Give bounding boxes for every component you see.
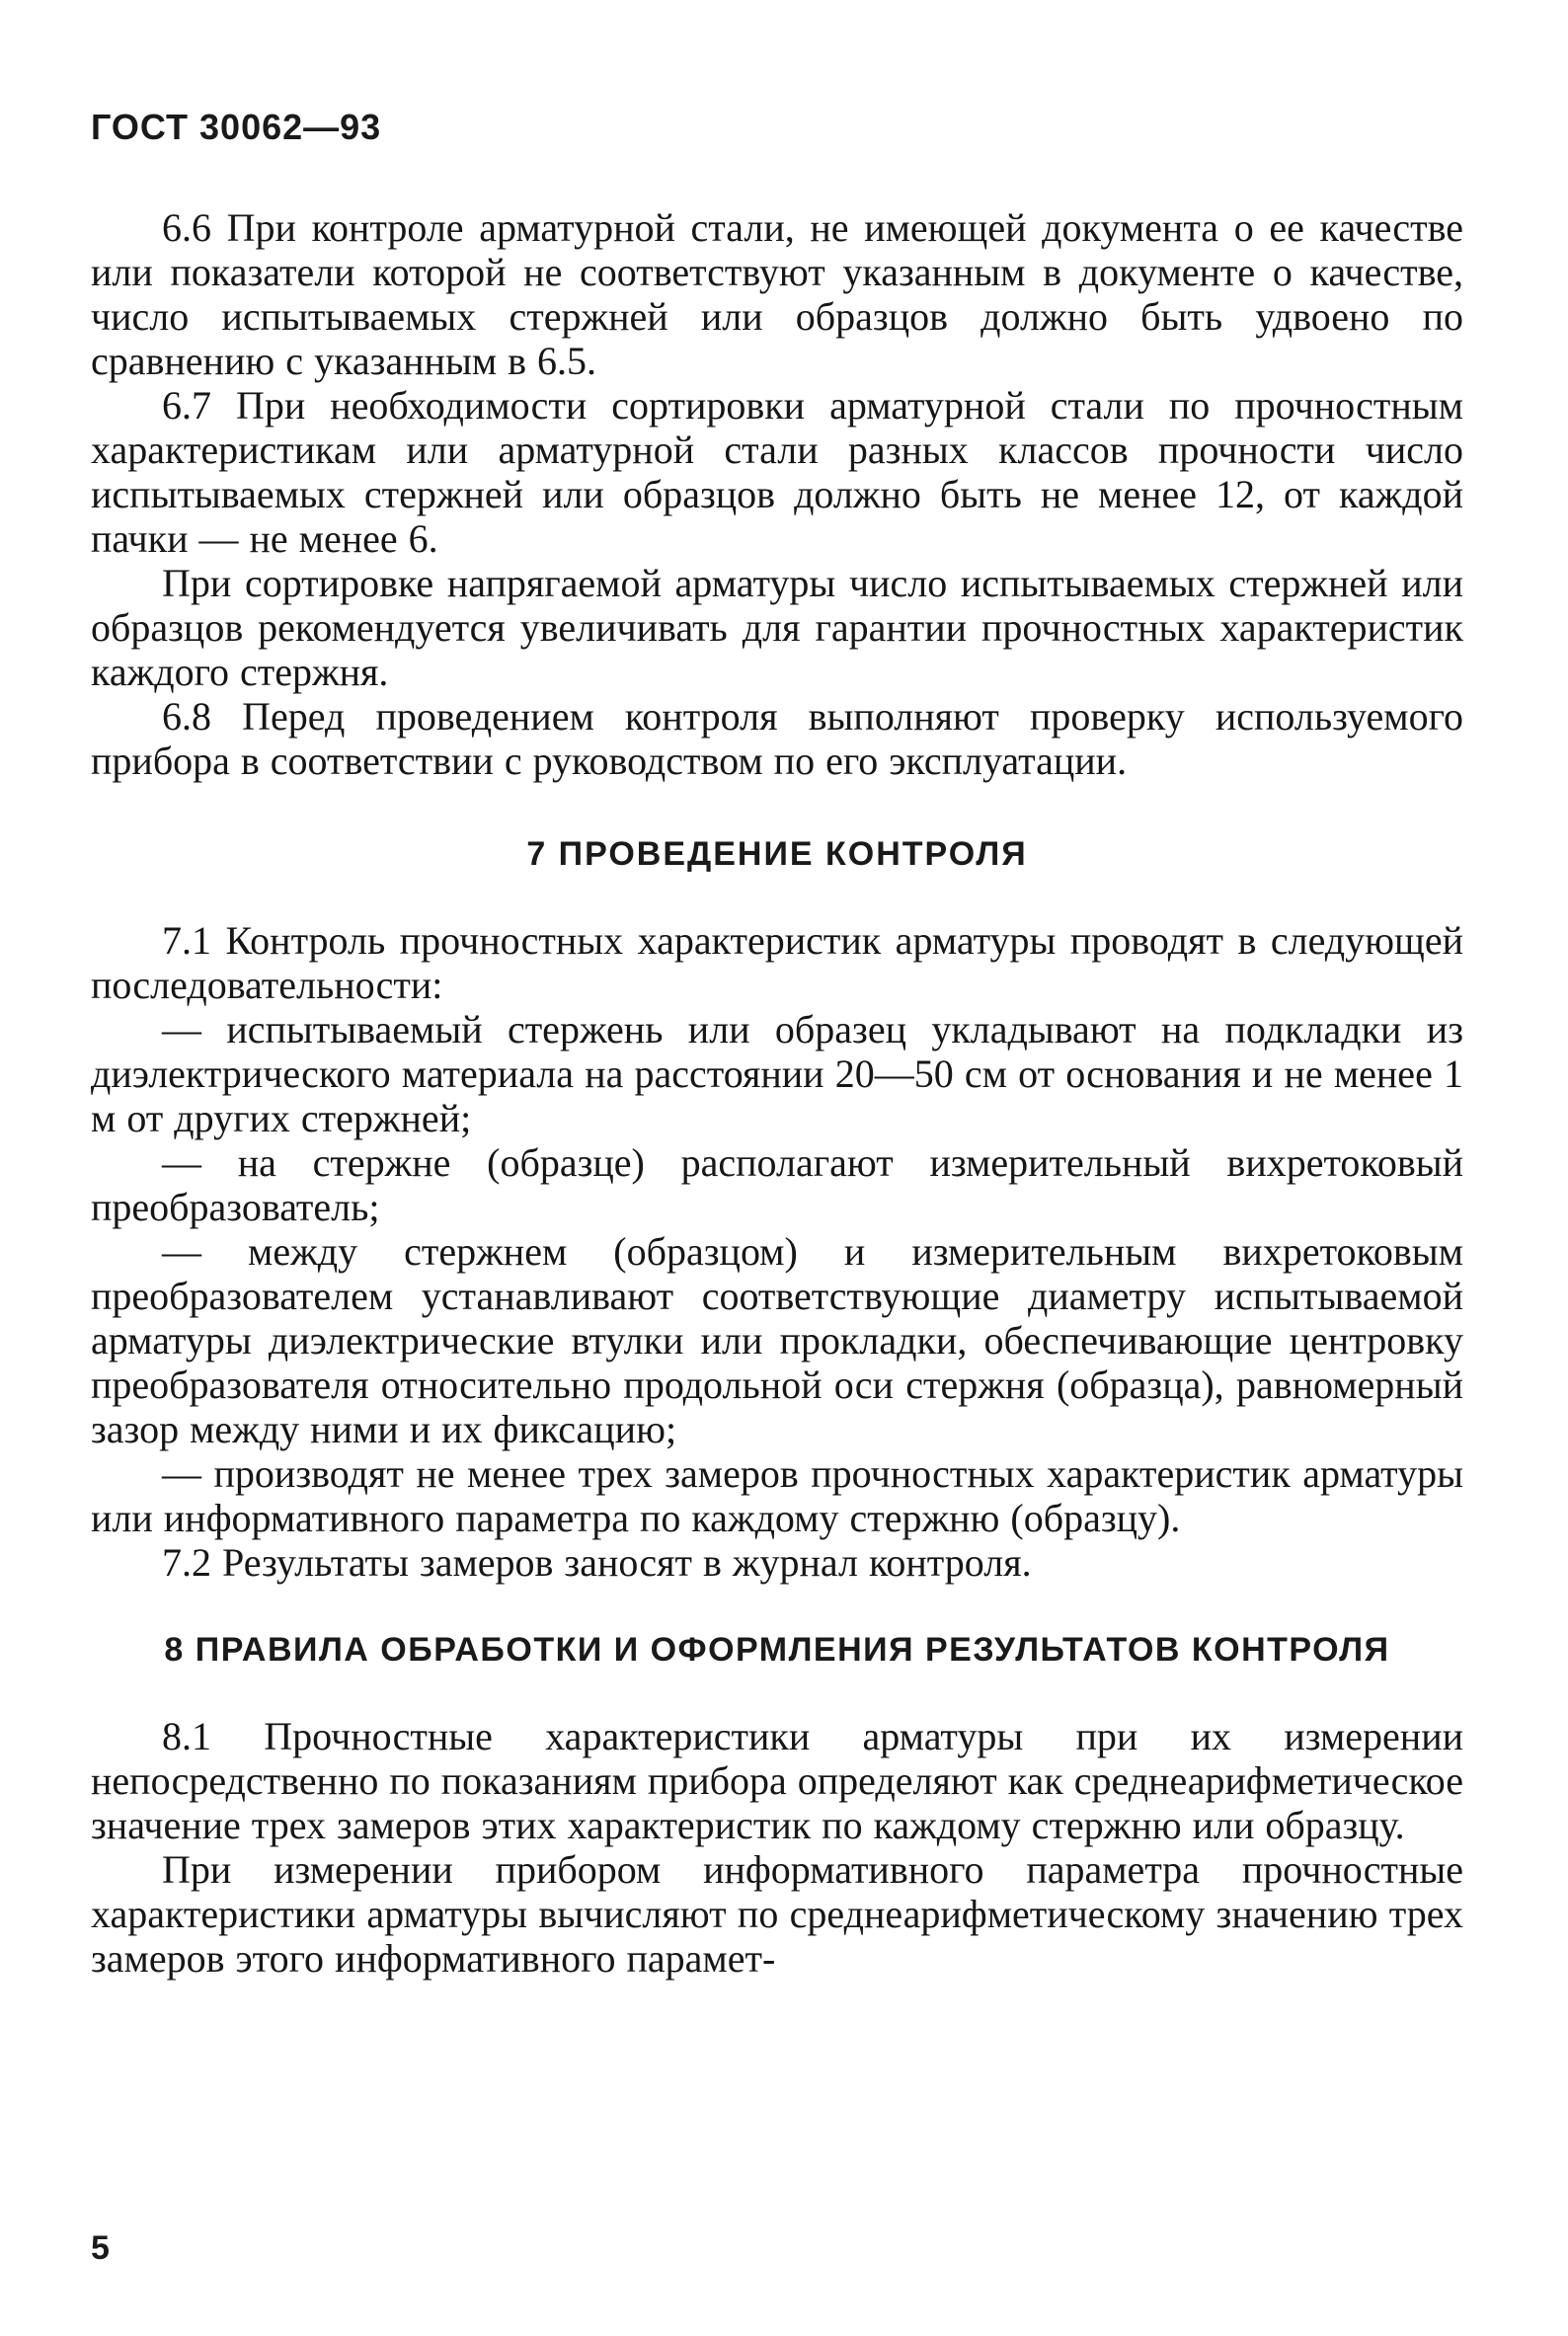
paragraph-6-7: 6.7 При необходимости сортировки арматурной стали по прочностным характеристикам или арматурной стали разных классов прочности число испытываемых стержней или образцов должно быть не менее 12, от каждой пачки — не менее 6.	[91, 383, 1463, 561]
paragraph-8-1-continued: При измерении прибором информативного параметра прочностные характеристики арматуры вычисляют по среднеарифметическому значению трех замеров этого информативного парамет-	[91, 1847, 1463, 1981]
list-item-7-1-b: — на стержне (образце) располагают измерительный вихретоковый преобразователь;	[91, 1140, 1463, 1229]
document-header: ГОСТ 30062—93	[91, 107, 382, 147]
page-number: 5	[91, 2229, 110, 2267]
paragraph-6-8: 6.8 Перед проведением контроля выполняют проверку используемого прибора в соответствии с руководством по его эксплуатации.	[91, 694, 1463, 783]
paragraph-6-7-note: При сортировке напрягаемой арматуры число испытываемых стержней или образцов рекомендуется увеличивать для гарантии прочностных характеристик каждого стержня.	[91, 561, 1463, 694]
section-7-heading: 7 ПРОВЕДЕНИЕ КОНТРОЛЯ	[526, 835, 1028, 873]
page-content	[91, 205, 1463, 1981]
paragraph-7-1: 7.1 Контроль прочностных характеристик арматуры проводят в следующей последовательности:	[91, 918, 1463, 1007]
list-item-7-1-d: — производят не менее трех замеров прочностных характеристик арматуры или информативного параметра по каждому стержню (образцу).	[91, 1451, 1463, 1540]
list-item-7-1-a: — испытываемый стержень или образец укладывают на подкладки из диэлектрического материала на расстоянии 20—50 см от основания и не менее 1 м от других стержней;	[91, 1007, 1463, 1140]
list-item-7-1-c: — между стержнем (образцом) и измерительным вихретоковым преобразователем устанавливают соответствующие диаметру испытываемой арматуры диэлектрические втулки или прокладки, обеспечивающие центровку преобразователя относительно продольной оси стержня (образца), равномерный зазор между ними и их фиксацию;	[91, 1229, 1463, 1451]
paragraph-6-6: 6.6 При контроле арматурной стали, не имеющей документа о ее качестве или показатели которой не соответствуют указанным в документе о качестве, число испытываемых стержней или образцов должно быть удвоено по сравнению с указанным в 6.5.	[91, 205, 1463, 383]
section-8-heading: 8 ПРАВИЛА ОБРАБОТКИ И ОФОРМЛЕНИЯ РЕЗУЛЬТАТОВ КОНТРОЛЯ	[164, 1631, 1390, 1669]
paragraph-8-1: 8.1 Прочностные характеристики арматуры при их измерении непосредственно по показаниям прибора определяют как среднеарифметическое значение трех замеров этих характеристик по каждому стержню или образцу.	[91, 1714, 1463, 1847]
paragraph-7-2: 7.2 Результаты замеров заносят в журнал контроля.	[162, 1540, 1032, 1585]
